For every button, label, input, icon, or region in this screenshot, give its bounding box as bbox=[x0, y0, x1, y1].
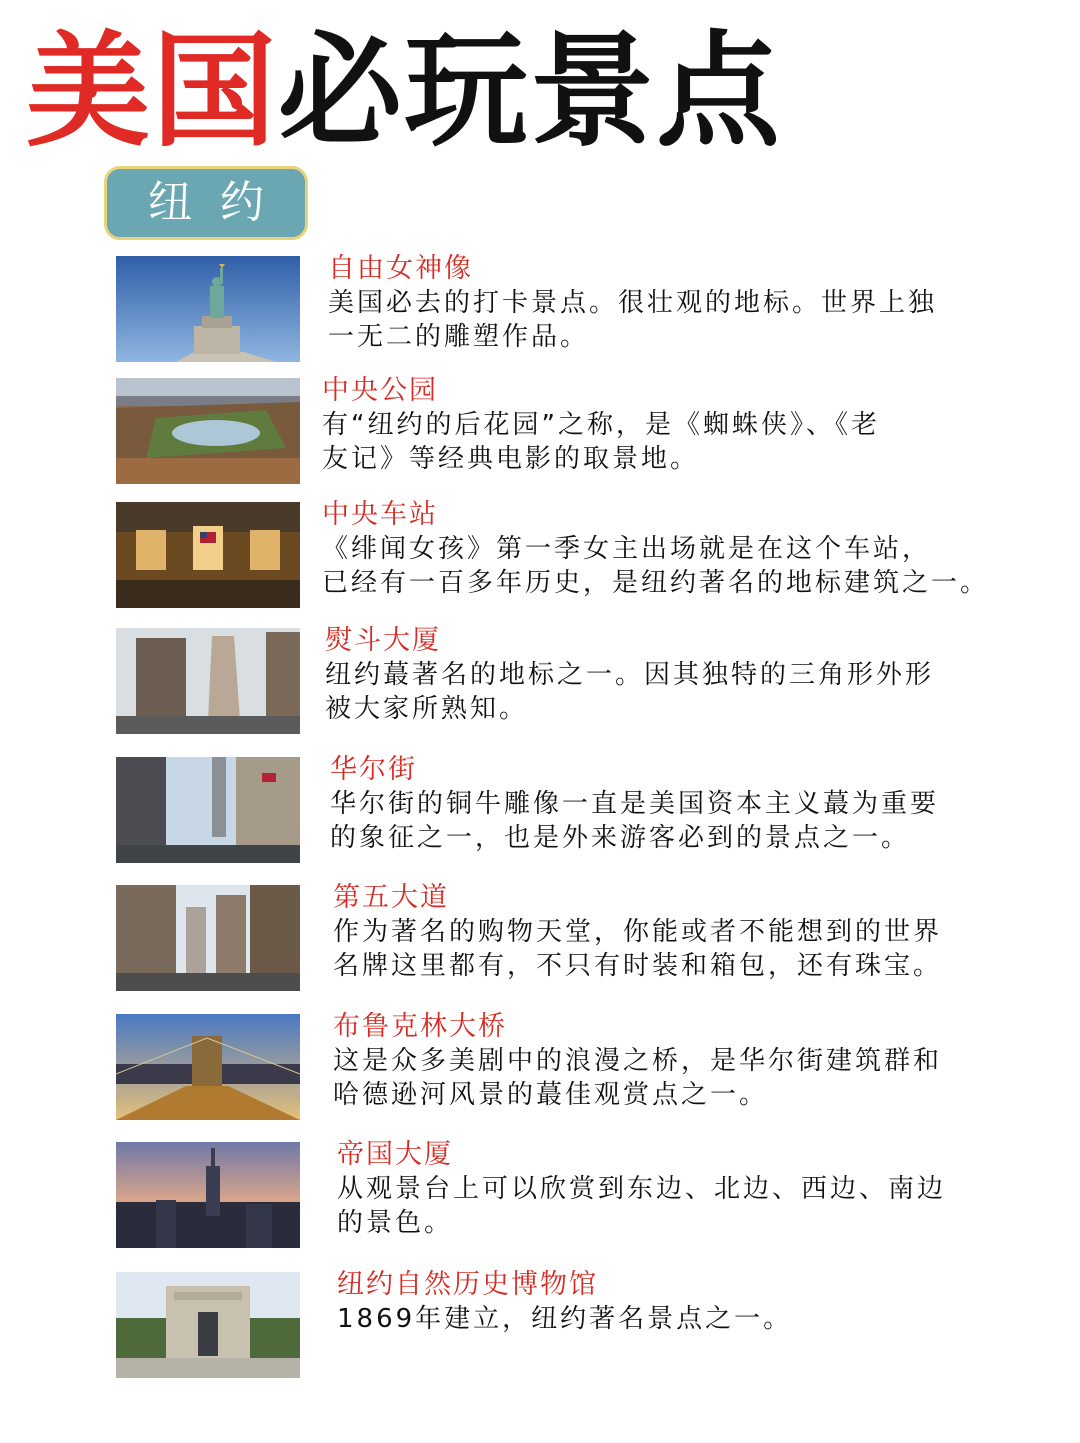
attraction-item bbox=[0, 1011, 1080, 1122]
attraction-title: 帝国大厦 bbox=[337, 1139, 453, 1170]
central-park-photo bbox=[116, 378, 300, 484]
attraction-item bbox=[0, 754, 1080, 865]
attraction-desc: 有“纽约的后花园”之称，是《蜘蛛侠》、《老 友记》等经典电影的取景地。 bbox=[322, 410, 880, 474]
flatiron-building-photo bbox=[116, 628, 300, 734]
attraction-item bbox=[0, 1269, 1080, 1380]
attraction-desc: 从观景台上可以欣赏到东边、北边、西边、南边 的景色。 bbox=[337, 1174, 947, 1238]
brooklyn-bridge-photo bbox=[116, 1014, 300, 1120]
attraction-desc: 华尔街的铜牛雕像一直是美国资本主义蕞为重要 的象征之一，也是外来游客必到的景点之一。 bbox=[330, 789, 940, 853]
city-tag: 纽约 bbox=[104, 166, 308, 240]
attraction-title: 第五大道 bbox=[333, 882, 449, 913]
fifth-avenue-photo bbox=[116, 885, 300, 991]
attraction-title: 中央车站 bbox=[322, 499, 438, 530]
attraction-desc: 纽约蕞著名的地标之一。因其独特的三角形外形 被大家所熟知。 bbox=[325, 660, 935, 724]
page-title-red: 美国 bbox=[26, 20, 279, 164]
attraction-item bbox=[0, 1139, 1080, 1250]
attraction-item bbox=[0, 625, 1080, 736]
attraction-item bbox=[0, 253, 1080, 364]
page-title bbox=[26, 22, 782, 162]
attraction-desc: 作为著名的购物天堂，你能或者不能想到的世界 名牌这里都有，不只有时装和箱包，还有珠宝。 bbox=[333, 917, 943, 981]
attraction-title: 纽约自然历史博物馆 bbox=[337, 1269, 598, 1300]
attraction-item bbox=[0, 375, 1080, 486]
grand-central-photo bbox=[116, 502, 300, 608]
attraction-desc: 1869年建立，纽约著名景点之一。 bbox=[337, 1304, 793, 1334]
page-title-black: 必玩景点 bbox=[278, 20, 783, 164]
empire-state-photo bbox=[116, 1142, 300, 1248]
attraction-item bbox=[0, 499, 1080, 610]
statue-of-liberty-photo bbox=[116, 256, 300, 362]
attraction-title: 自由女神像 bbox=[328, 253, 473, 284]
attraction-title: 熨斗大厦 bbox=[325, 625, 441, 656]
attraction-item bbox=[0, 882, 1080, 993]
attraction-desc: 这是众多美剧中的浪漫之桥，是华尔街建筑群和 哈德逊河风景的蕞佳观赏点之一。 bbox=[333, 1046, 943, 1110]
wall-street-photo bbox=[116, 757, 300, 863]
attraction-title: 中央公园 bbox=[322, 375, 438, 406]
attraction-title: 华尔街 bbox=[330, 754, 417, 785]
attraction-desc: 《绯闻女孩》第一季女主出场就是在这个车站， 已经有一百多年历史，是纽约著名的地标建筑之一。 bbox=[322, 534, 990, 598]
attraction-desc: 美国必去的打卡景点。很壮观的地标。世界上独 一无二的雕塑作品。 bbox=[328, 288, 938, 352]
natural-history-museum-photo bbox=[116, 1272, 300, 1378]
attraction-title: 布鲁克林大桥 bbox=[333, 1011, 507, 1042]
